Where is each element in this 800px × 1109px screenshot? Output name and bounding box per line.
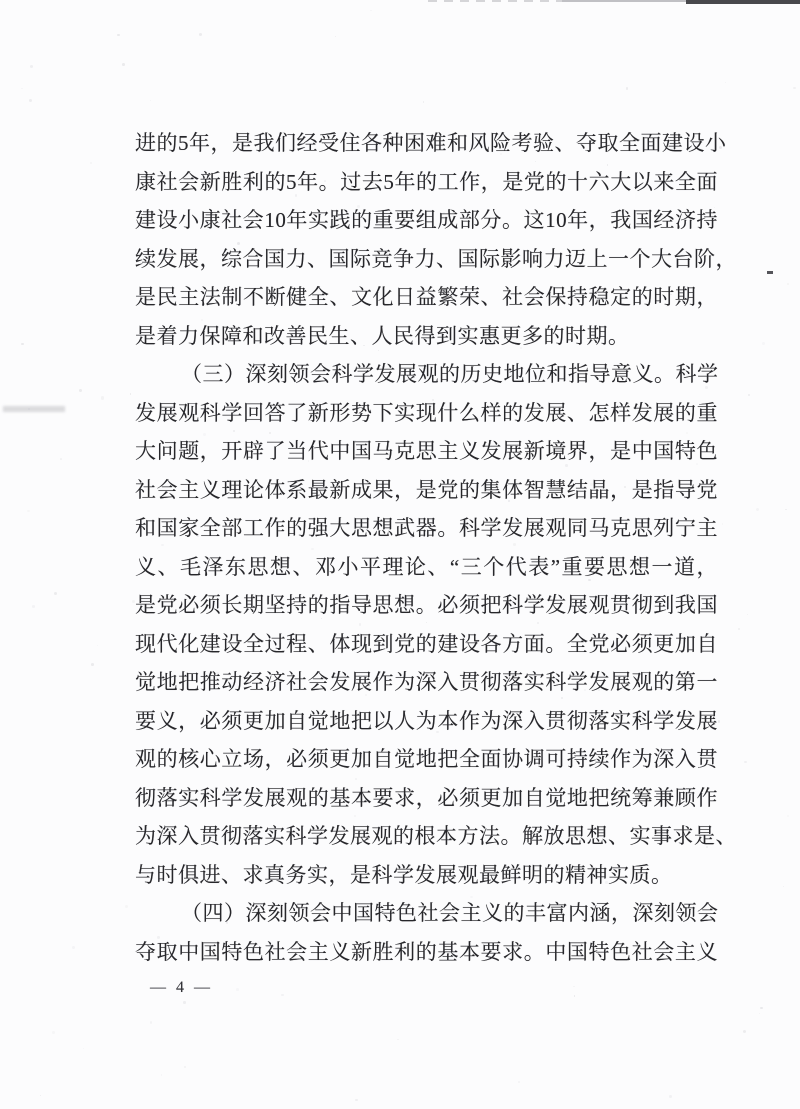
scan-noise-speck: [130, 393, 131, 394]
scan-noise-speck: [718, 720, 721, 723]
scan-noise-speck: [21, 88, 23, 90]
scan-noise-speck: [783, 886, 784, 887]
scan-noise-speck: [725, 82, 726, 83]
scan-noise-speck: [122, 63, 125, 66]
text-line: 建设小康社会10年实践的重要组成部分。这10年，我国经济持: [135, 208, 718, 232]
scan-noise-speck: [54, 592, 57, 595]
scan-noise-speck: [748, 394, 750, 396]
text-line: 是着力保障和改善民生、人民得到实惠更多的时期。: [135, 323, 630, 348]
text-line: 彻落实科学发展观的基本要求，必须更加自觉地把统筹兼顾作: [135, 785, 718, 810]
scan-noise-speck: [397, 1039, 398, 1040]
text-line-section-3-heading: （三）深刻领会科学发展观的历史地位和指导意义。科学: [181, 362, 719, 386]
scan-noise-speck: [747, 614, 748, 615]
text-line: 为深入贯彻落实科学发展观的根本方法。解放思想、实事求是、: [135, 824, 737, 848]
scan-noise-speck: [32, 605, 35, 608]
scan-noise-speck: [150, 1021, 152, 1023]
scan-noise-speck: [30, 65, 33, 68]
scan-noise-speck: [28, 408, 30, 410]
page-number: — 4 —: [150, 979, 213, 996]
text-line: 观的核心立场，必须更加自觉地把全面协调可持续作为深入贯: [135, 747, 718, 771]
text-line: 和国家全部工作的强大思想武器。科学发展观同马克思列宁主: [135, 516, 718, 540]
text-line: 康社会新胜利的5年。过去5年的工作，是党的十六大以来全面: [135, 169, 718, 194]
document-text-block: [135, 124, 737, 971]
text-line: 夺取中国特色社会主义新胜利的基本要求。中国特色社会主义: [135, 939, 718, 964]
text-line: 义、毛泽东思想、邓小平理论、“三个代表”重要思想一道，: [135, 554, 718, 579]
scan-noise-speck: [125, 905, 128, 908]
scan-noise-speck: [236, 988, 239, 991]
scan-noise-speck: [91, 663, 94, 666]
scan-noise-speck: [199, 33, 202, 36]
text-line: 续发展，综合国力、国际竞争力、国际影响力迈上一个大台阶，: [135, 246, 737, 271]
scan-noise-speck: [722, 523, 723, 524]
scan-noise-speck: [72, 946, 75, 949]
scan-artifact-dot: [767, 271, 773, 274]
text-line: 与时俱进、求真务实，是科学发展观最鲜明的精神实质。: [135, 862, 673, 887]
scan-noise-speck: [756, 508, 759, 511]
scan-artifact-left-smudge: [3, 406, 65, 412]
text-line: 是党必须长期坚持的指导思想。必须把科学发展观贯彻到我国: [135, 593, 718, 617]
scan-noise-speck: [574, 995, 576, 997]
scan-noise-speck: [150, 100, 151, 101]
scan-noise-speck: [29, 99, 32, 102]
scan-noise-speck: [760, 1007, 763, 1010]
scan-noise-speck: [90, 162, 92, 164]
text-line: 要义，必须更加自觉地把以人为本作为深入贯彻落实科学发展: [135, 708, 718, 733]
scan-noise-speck: [762, 342, 765, 345]
scan-noise-speck: [669, 1095, 672, 1098]
scan-noise-speck: [183, 1001, 185, 1003]
scan-noise-speck: [626, 87, 628, 89]
scan-noise-speck: [281, 994, 284, 997]
scan-noise-speck: [787, 283, 789, 285]
scan-noise-speck: [355, 1099, 358, 1102]
scan-noise-speck: [793, 87, 796, 90]
scan-noise-speck: [27, 510, 29, 512]
text-line: 现代化建设全过程、体现到党的建设各方面。全党必须更加自: [135, 631, 718, 656]
scan-noise-speck: [573, 986, 575, 988]
scan-artifact-top-dashes: [428, 0, 562, 2]
scan-noise-speck: [335, 36, 336, 37]
text-line: 社会主义理论体系最新成果，是党的集体智慧结晶，是指导党: [135, 477, 718, 502]
scan-artifact-top-bar: [686, 0, 800, 4]
scan-noise-speck: [785, 509, 786, 510]
scan-noise-speck: [97, 645, 98, 646]
scan-noise-speck: [744, 761, 747, 764]
scan-noise-speck: [117, 34, 119, 36]
scan-artifact-top-line: [562, 0, 686, 2]
scan-noise-speck: [101, 396, 104, 399]
scan-noise-speck: [423, 101, 424, 102]
scan-noise-speck: [52, 1031, 55, 1034]
scan-noise-speck: [161, 1074, 163, 1076]
text-line: 发展观科学回答了新形势下实现什么样的发展、怎样发展的重: [135, 400, 718, 425]
scan-noise-speck: [738, 628, 740, 630]
scan-noise-speck: [518, 1081, 520, 1083]
scan-noise-speck: [743, 1030, 746, 1033]
text-line: 进的5年，是我们经受住各种困难和风险考验、夺取全面建设小: [135, 131, 727, 155]
scan-noise-speck: [60, 458, 62, 460]
text-line-section-4-heading: （四）深刻领会中国特色社会主义的丰富内涵，深刻领会: [181, 901, 719, 925]
scan-noise-speck: [759, 1013, 760, 1014]
scan-noise-speck: [184, 1066, 186, 1068]
scan-noise-speck: [370, 10, 372, 12]
text-line: 大问题，开辟了当代中国马克思主义发展新境界，是中国特色: [135, 439, 718, 463]
scan-noise-speck: [40, 1095, 41, 1096]
scan-noise-speck: [21, 343, 23, 345]
text-line: 觉地把推动经济社会发展作为深入贯彻落实科学发展观的第一: [135, 670, 718, 694]
scan-noise-speck: [787, 815, 789, 817]
scan-noise-speck: [79, 389, 82, 392]
scan-noise-speck: [83, 1048, 85, 1050]
text-line: 是民主法制不断健全、文化日益繁荣、社会保持稳定的时期，: [135, 285, 718, 309]
